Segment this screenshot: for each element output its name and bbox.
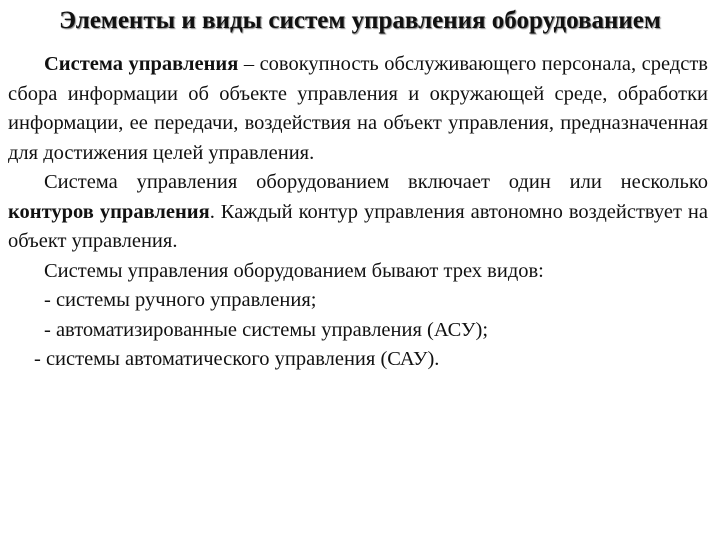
slide-body [8,50,708,375]
contours-text-before: Система управления оборудованием включает один или несколько [44,171,708,193]
contours-term: контуров управления [8,200,210,223]
contours-text-after: . Каждый контур управления автономно воздействует на объект управления. [8,200,708,252]
types-intro: Системы управления оборудованием бывают трех видов: [44,259,544,282]
definition-term: Система управления [44,53,239,75]
list-item: - системы ручного управления; [44,289,317,311]
list-item: - автоматизированные системы управления (АСУ); [44,318,489,341]
definition-text: – совокупность обслуживающего персонала, средств сбора информации об объекте управления и окружающей среде, обработки информации, ее передачи, воздействия на объект управления, предназначенная для достижения целей управления. [8,53,708,164]
slide-title: Элементы и виды систем управления оборудованием [59,7,661,34]
contours-paragraph [8,168,708,257]
definition-paragraph [8,50,708,168]
list-item: - системы автоматического управления (САУ). [34,348,440,370]
types-list [8,286,708,375]
